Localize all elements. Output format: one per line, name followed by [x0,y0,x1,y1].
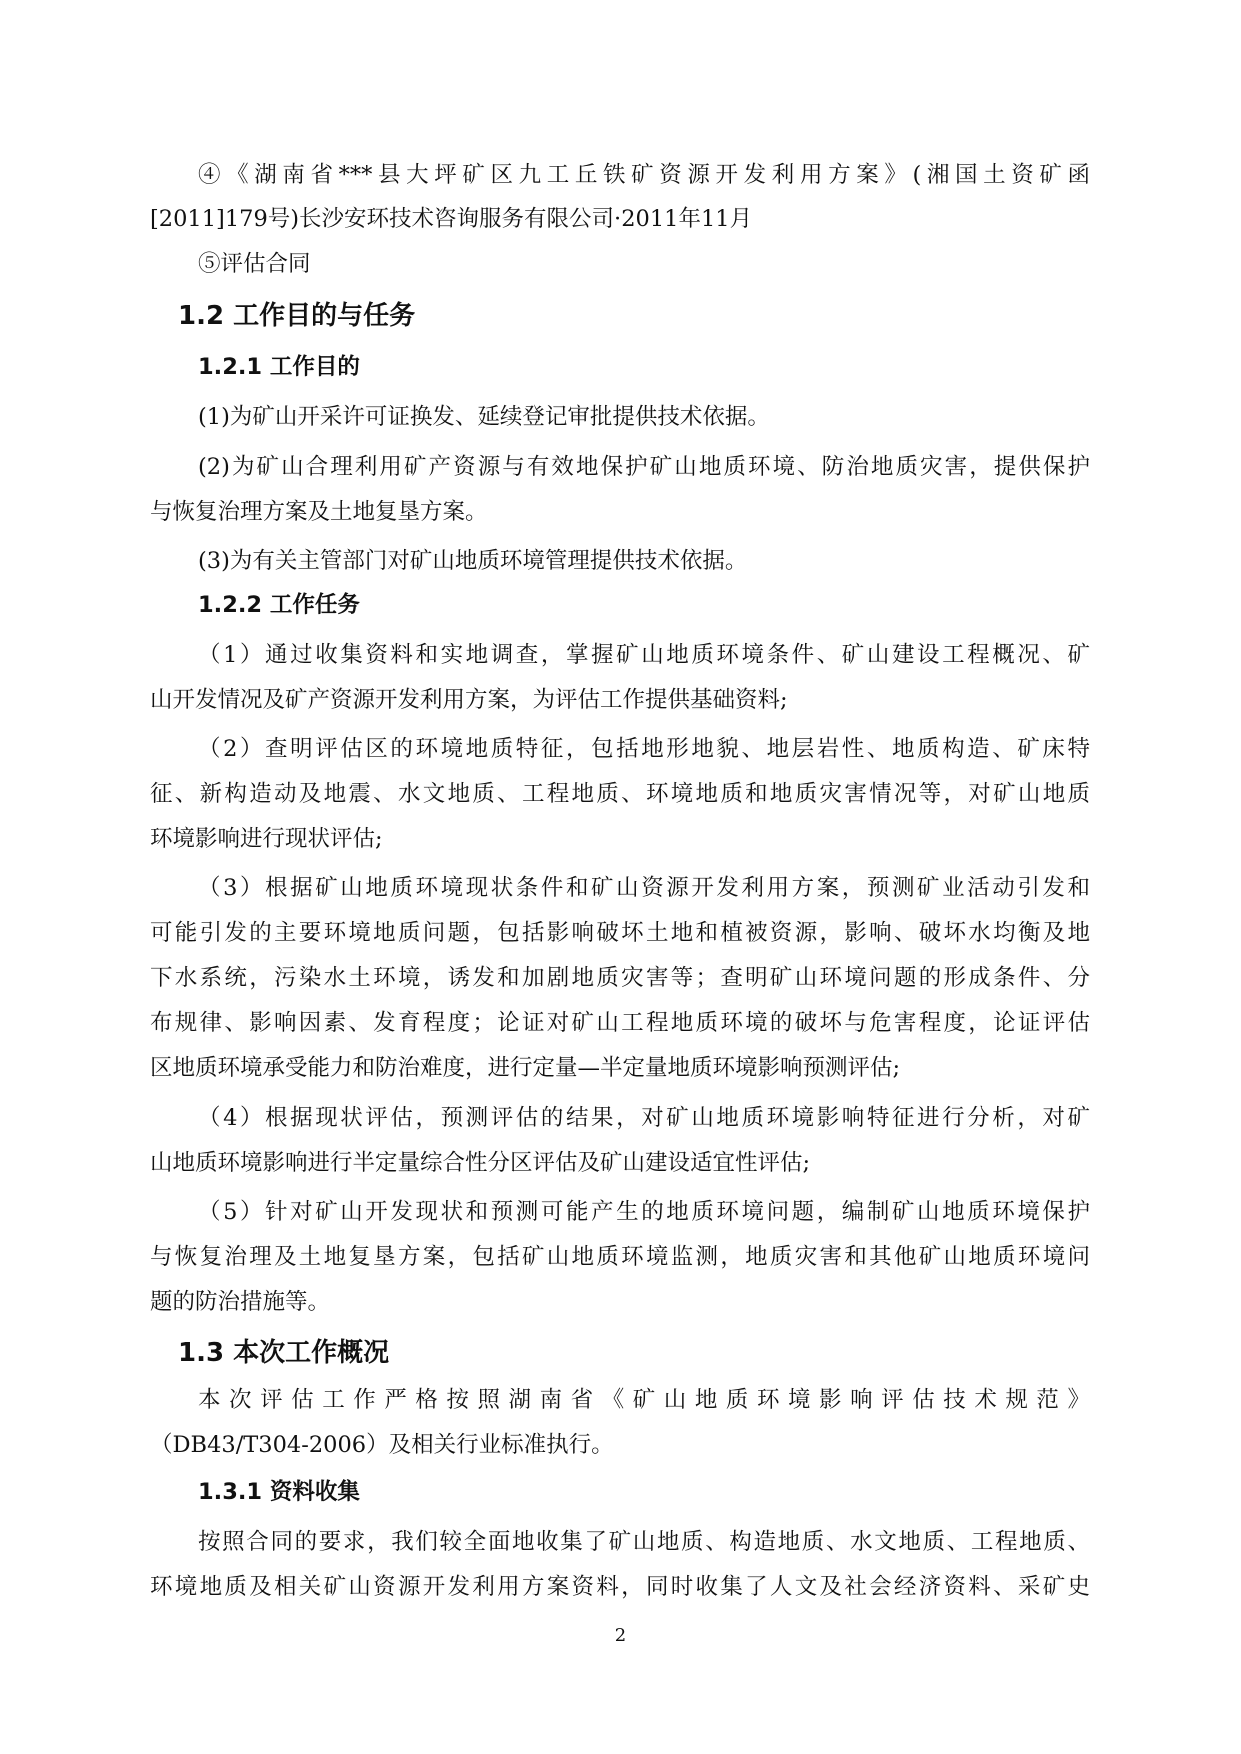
purpose-item-1: (1)为矿山开采许可证换发、延续登记审批提供技术依据。 [198,404,770,430]
data-collection-line-1: 按照合同的要求，我们较全面地收集了矿山地质、构造地质、水文地质、工程地质、 [198,1529,1090,1555]
task-item-3-line-3: 下水系统，污染水土环境，诱发和加剧地质灾害等；查明矿山环境问题的形成条件、分 [150,965,1090,991]
task-item-2-line-1: （2）查明评估区的环境地质特征，包括地形地貌、地层岩性、地质构造、矿床特 [198,736,1090,762]
page-number: 2 [614,1625,627,1646]
subsection-heading-1-2-1: 1.2.1 工作目的 [198,354,360,380]
purpose-item-3: (3)为有关主管部门对矿山地质环境管理提供技术依据。 [198,548,748,574]
purpose-item-2-line-1: (2)为矿山合理利用矿产资源与有效地保护矿山地质环境、防治地质灾害，提供保护 [198,454,1090,480]
task-item-5-line-2: 与恢复治理及土地复垦方案，包括矿山地质环境监测，地质灾害和其他矿山地质环境问 [150,1244,1090,1270]
subsection-heading-1-2-2: 1.2.2 工作任务 [198,592,360,618]
task-item-3-line-1: （3）根据矿山地质环境现状条件和矿山资源开发利用方案，预测矿业活动引发和 [198,875,1090,901]
task-item-4-line-1: （4）根据现状评估，预测评估的结果，对矿山地质环境影响特征进行分析，对矿 [198,1105,1090,1131]
task-item-3-line-2: 可能引发的主要环境地质问题，包括影响破坏土地和植被资源，影响、破坏水均衡及地 [150,920,1090,946]
purpose-item-2-line-2: 与恢复治理方案及土地复垦方案。 [150,499,488,525]
section-heading-1-3: 1.3 本次工作概况 [178,1338,390,1368]
reference-item-4-line-2: [2011]179号)长沙安环技术咨询服务有限公司·2011年11月 [150,206,753,232]
reference-item-4-line-1: ④《湖南省***县大坪矿区九工丘铁矿资源开发利用方案》(湘国土资矿函 [198,162,1090,188]
task-item-2-line-3: 环境影响进行现状评估; [150,826,383,852]
task-item-5-line-1: （5）针对矿山开发现状和预测可能产生的地质环境问题，编制矿山地质环境保护 [198,1199,1090,1225]
subsection-heading-1-3-1: 1.3.1 资料收集 [198,1479,360,1505]
reference-item-5: ⑤评估合同 [198,251,311,277]
task-item-2-line-2: 征、新构造动及地震、水文地质、工程地质、环境地质和地质灾害情况等，对矿山地质 [150,781,1090,807]
task-item-4-line-2: 山地质环境影响进行半定量综合性分区评估及矿山建设适宜性评估; [150,1150,811,1176]
section-heading-1-2: 1.2 工作目的与任务 [178,301,416,331]
task-item-1-line-1: （1）通过收集资料和实地调查，掌握矿山地质环境条件、矿山建设工程概况、矿 [198,642,1090,668]
task-item-1-line-2: 山开发情况及矿产资源开发利用方案，为评估工作提供基础资料; [150,687,788,713]
task-item-3-line-5: 区地质环境承受能力和防治难度，进行定量—半定量地质环境影响预测评估; [150,1055,901,1081]
overview-paragraph-line-2: （DB43/T304-2006）及相关行业标准执行。 [150,1432,614,1458]
task-item-3-line-4: 布规律、影响因素、发育程度；论证对矿山工程地质环境的破坏与危害程度，论证评估 [150,1010,1090,1036]
overview-paragraph-line-1: 本次评估工作严格按照湖南省《矿山地质环境影响评估技术规范》 [198,1387,1090,1413]
data-collection-line-2: 环境地质及相关矿山资源开发利用方案资料，同时收集了人文及社会经济资料、采矿史 [150,1574,1090,1600]
task-item-5-line-3: 题的防治措施等。 [150,1289,331,1315]
